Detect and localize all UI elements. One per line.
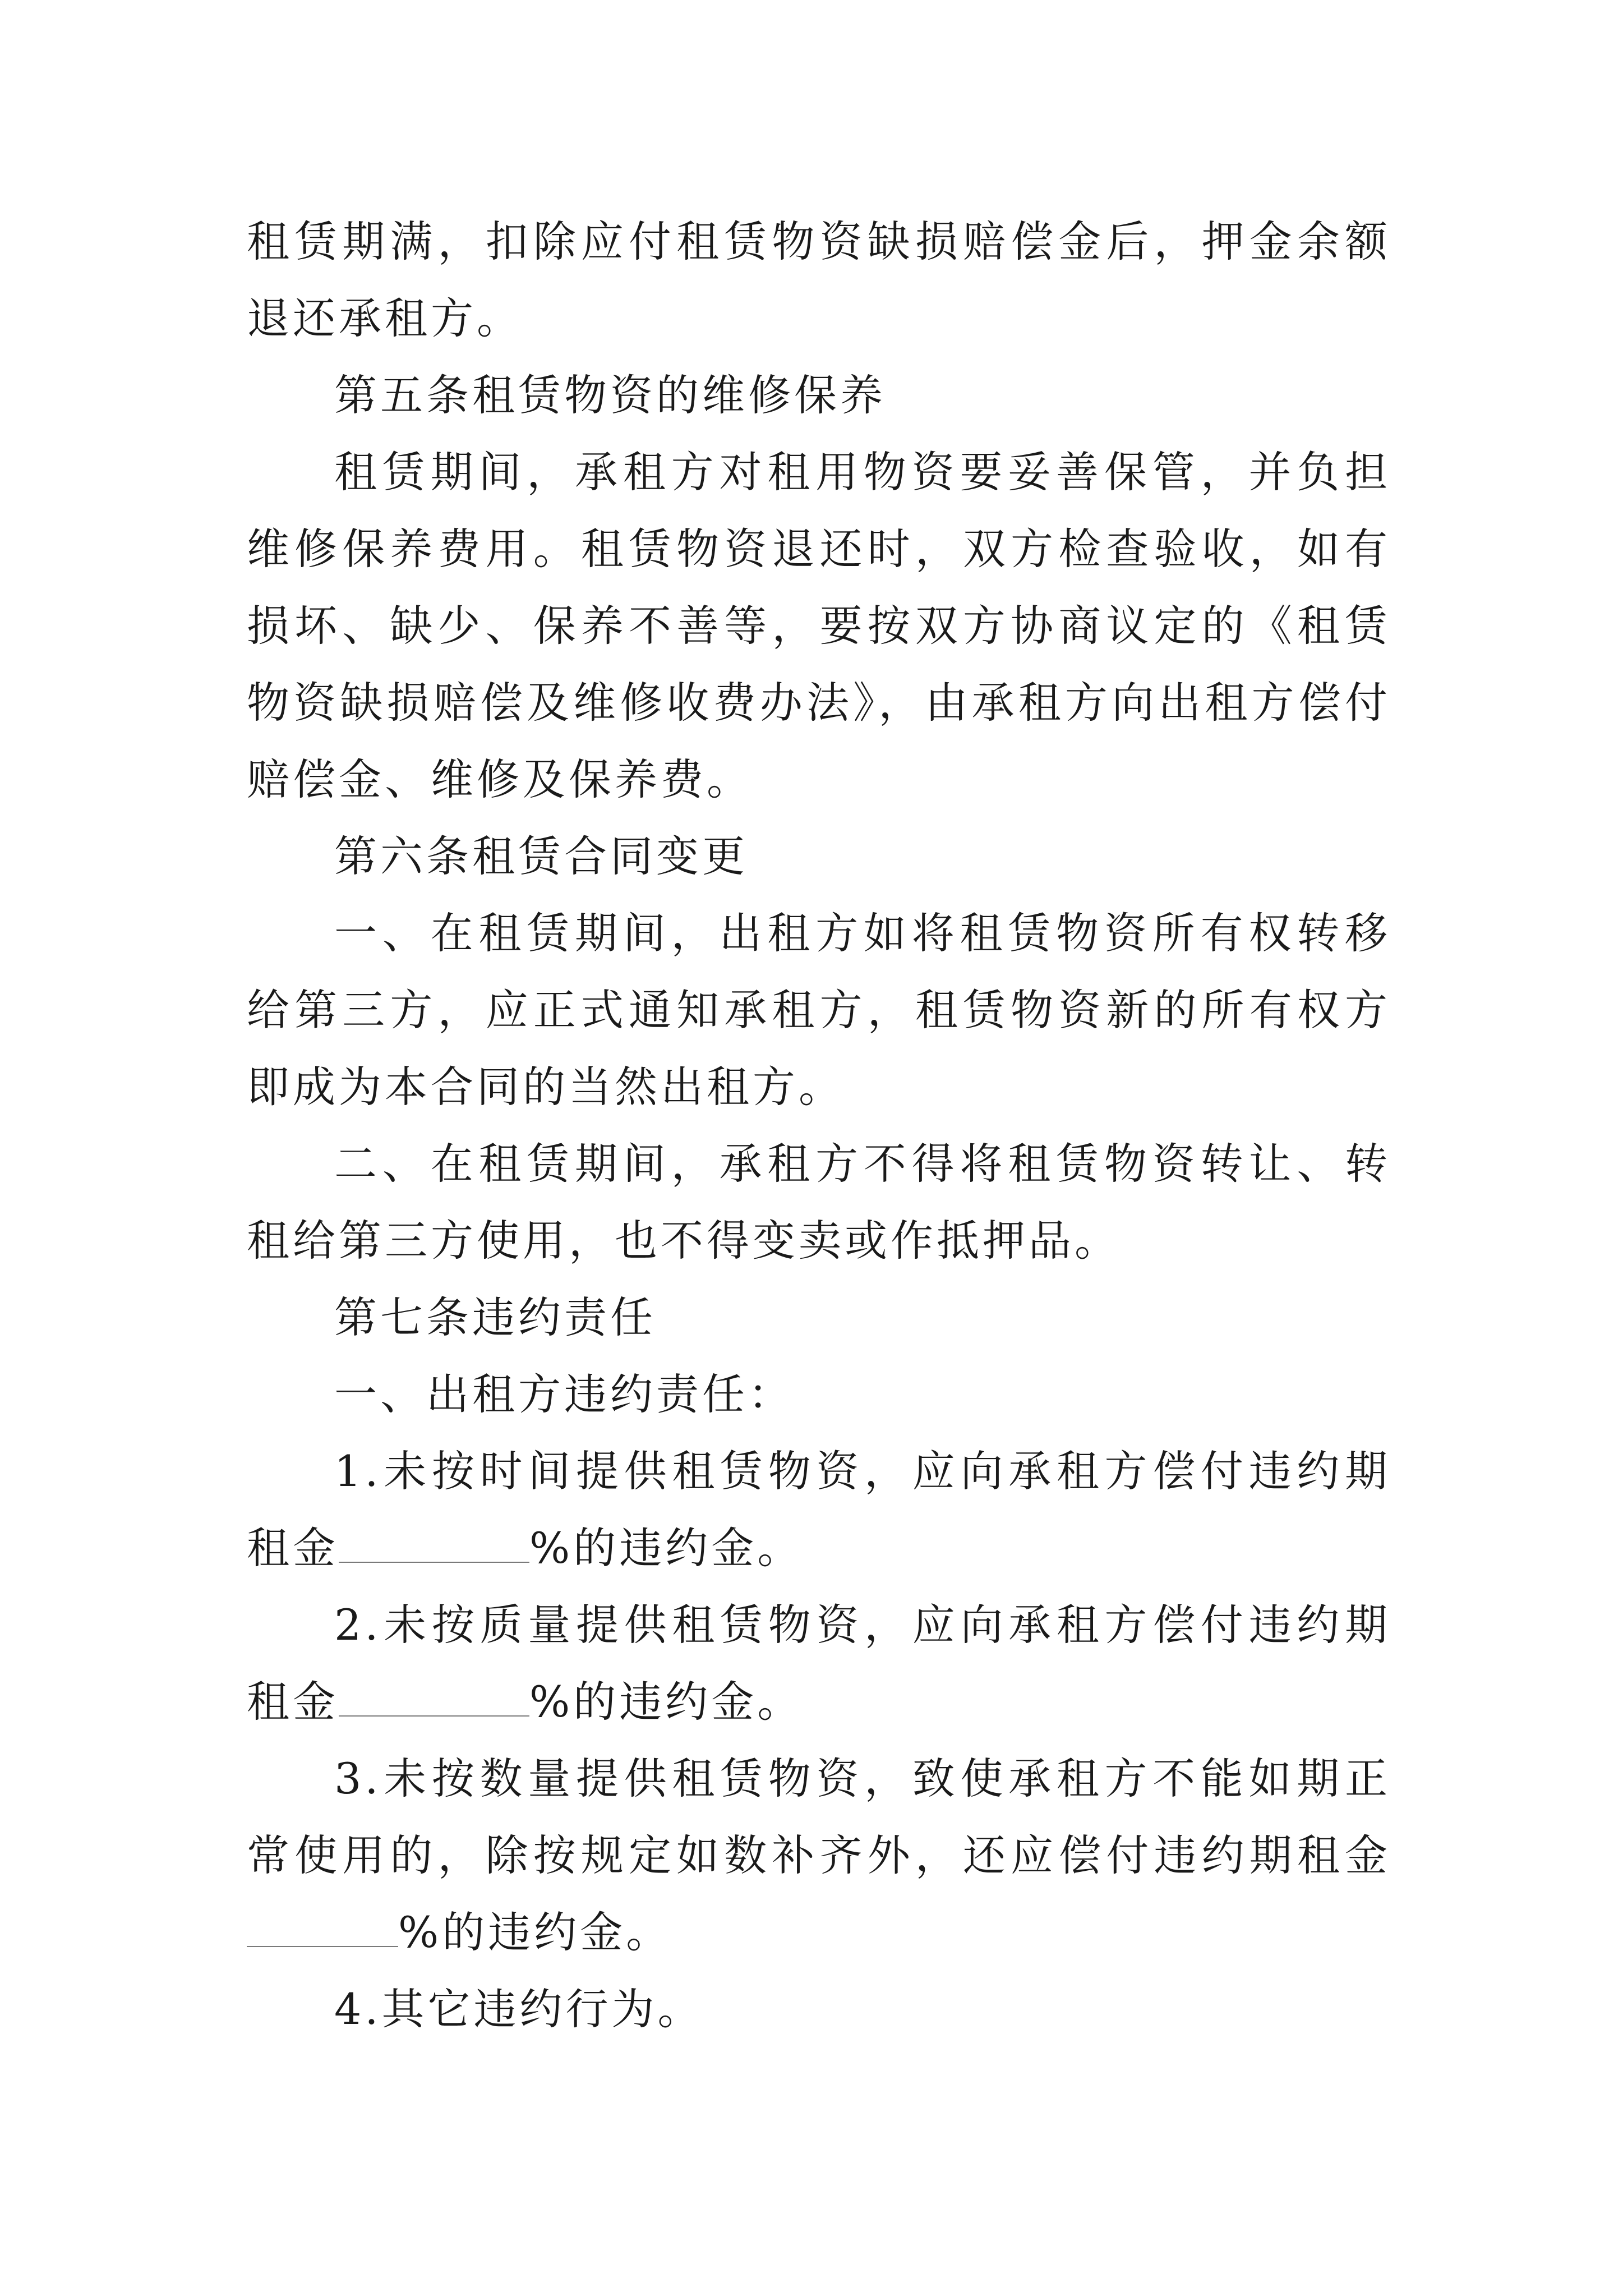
article-7-subtitle-lessor: 一、出租方违约责任： [334,1369,794,1419]
penalty-item-3 [247,1740,1391,1971]
article-5-body: 租赁期间，承租方对租用物资要妥善保管，并负担维修保养费用。租赁物资退还时，双方检查验收，如有损坏、缺少、保养不善等，要按双方协商议定的《租赁物资缺损赔偿及维修收费办法》，由承租方向出租方偿付赔偿金、维修及保养费。 [247,447,1391,804]
blank-line [247,1907,398,1947]
article-6-item-1: 一、在租赁期间，出租方如将租赁物资所有权转移给第三方，应正式通知承租方，租赁物资新的所有权方即成为本合同的当然出租方。 [247,908,1391,1112]
penalty-item-3-suffix: %的违约金。 [398,1907,672,1957]
penalty-item-3-text: 3.未按数量提供租赁物资，致使承租方不能如期正常使用的，除按规定如数补齐外，还应偿付违约期租金 [247,1754,1391,1880]
blank-line [339,1522,529,1563]
article-6-title: 第六条租赁合同变更 [334,831,748,881]
penalty-item-2 [247,1586,1391,1740]
blank-line [339,1676,529,1717]
penalty-item-2-text: 2.未按质量提供租赁物资，应向承租方偿付违约期租金 [247,1600,1391,1727]
penalty-item-1-suffix: %的违约金。 [529,1523,804,1573]
paragraph-deposit-refund: 租赁期满，扣除应付租赁物资缺损赔偿金后，押金余额退还承租方。 [247,217,1391,343]
article-6-item-2: 二、在租赁期间，承租方不得将租赁物资转让、转租给第三方使用，也不得变卖或作抵押品。 [247,1139,1391,1266]
article-7-title: 第七条违约责任 [334,1292,656,1342]
penalty-item-2-suffix: %的违约金。 [529,1677,804,1727]
penalty-item-4: 4.其它违约行为。 [334,1984,704,2034]
contract-text [247,203,1391,2047]
penalty-item-1 [247,1433,1391,1586]
penalty-item-1-text: 1.未按时间提供租赁物资，应向承租方偿付违约期租金 [247,1446,1391,1573]
article-5-title: 第五条租赁物资的维修保养 [334,370,886,420]
